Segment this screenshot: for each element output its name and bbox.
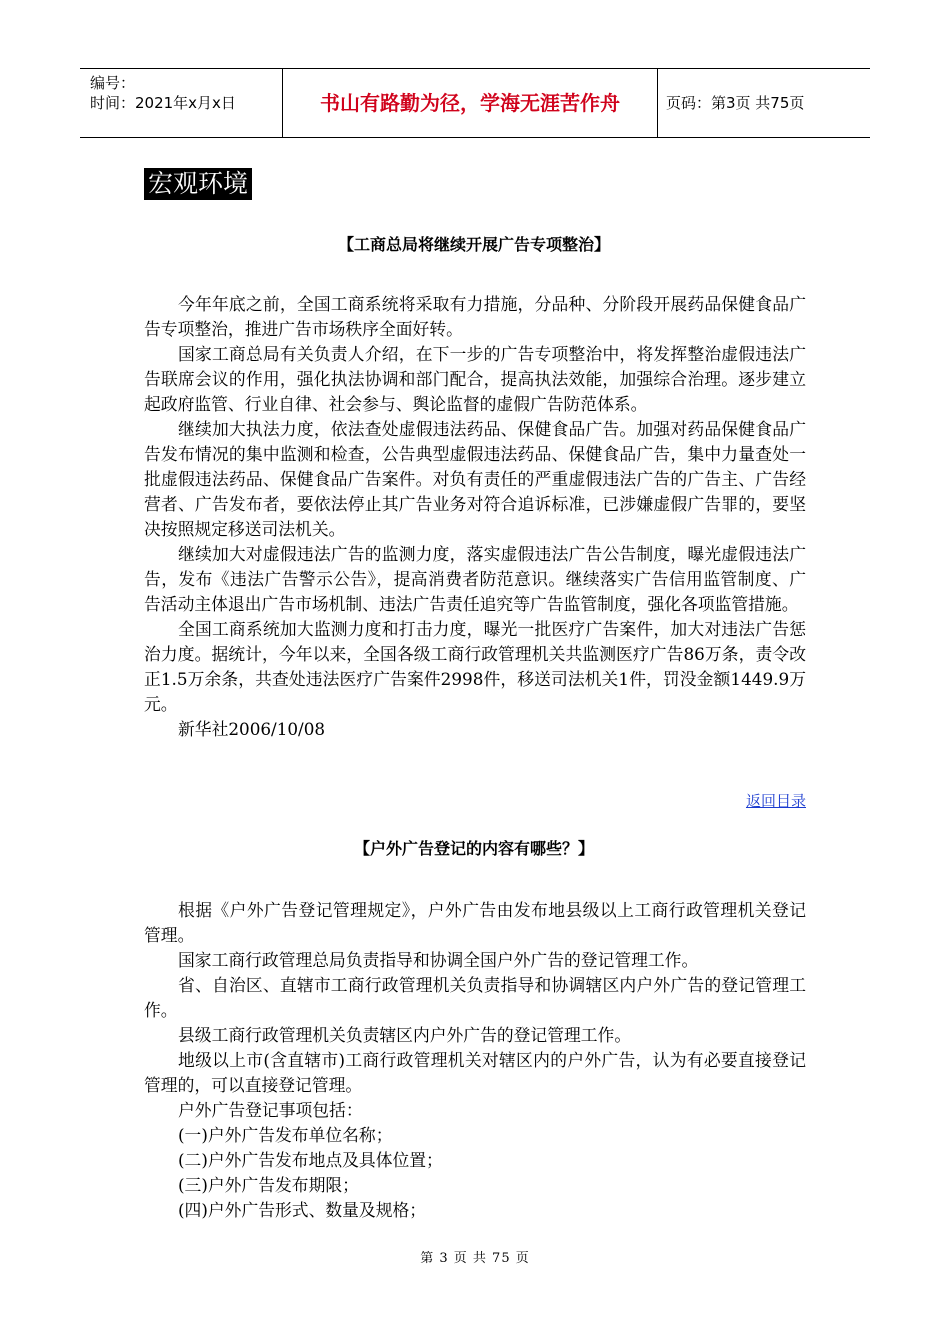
article-body bbox=[144, 898, 806, 1223]
article-source: 新华社2006/10/08 bbox=[178, 719, 326, 739]
back-to-contents-link[interactable]: 返回目录 bbox=[745, 792, 806, 810]
document-number-label: 编号： bbox=[90, 74, 136, 92]
paragraph: 国家工商总局有关负责人介绍，在下一步的广告专项整治中，将发挥整治虚假违法广告联席会议的作用，强化执法协调和部门配合，提高执法效能，加强综合治理。逐步建立起政府监管、行业自律、社会参与、舆论监督的虚假广告防范体系。 bbox=[144, 344, 806, 414]
list-item: (一)户外广告发布单位名称； bbox=[178, 1125, 393, 1145]
header-motto: 书山有路勤为径，学海无涯苦作舟 bbox=[320, 91, 620, 115]
paragraph: 地级以上市(含直辖市)工商行政管理机关对辖区内的户外广告，认为有必要直接登记管理的，可以直接登记管理。 bbox=[144, 1050, 806, 1095]
list-item: (二)户外广告发布地点及具体位置； bbox=[178, 1150, 443, 1170]
article-title: 【工商总局将继续开展广告专项整治】 bbox=[337, 235, 610, 254]
header-divider bbox=[657, 69, 658, 137]
list-item: (四)户外广告形式、数量及规格； bbox=[178, 1200, 427, 1220]
paragraph: 国家工商行政管理总局负责指导和协调全国户外广告的登记管理工作。 bbox=[178, 950, 699, 970]
article-title: 【户外广告登记的内容有哪些？】 bbox=[353, 839, 594, 858]
paragraph: 继续加大执法力度，依法查处虚假违法药品、保健食品广告。加强对药品保健食品广告发布情况的集中监测和检查，公告典型虚假违法药品、保健食品广告，集中力量查处一批虚假违法药品、保健食品广告案件。对负有责任的严重虚假违法广告的广告主、广告经营者、广告发布者，要依法停止其广告业务对符合追诉标准，已涉嫌虚假广告罪的，要坚决按照规定移送司法机关。 bbox=[144, 419, 806, 539]
paragraph: 根据《户外广告登记管理规定》，户外广告由发布地县级以上工商行政管理机关登记管理。 bbox=[144, 900, 806, 945]
paragraph: 今年年底之前，全国工商系统将采取有力措施，分品种、分阶段开展药品保健食品广告专项整治，推进广告市场秩序全面好转。 bbox=[144, 294, 806, 339]
page-header bbox=[80, 68, 870, 138]
paragraph: 省、自治区、直辖市工商行政管理机关负责指导和协调辖区内户外广告的登记管理工作。 bbox=[144, 975, 806, 1020]
article-body bbox=[144, 292, 806, 742]
paragraph: 县级工商行政管理机关负责辖区内户外广告的登记管理工作。 bbox=[178, 1025, 632, 1045]
section-heading: 宏观环境 bbox=[144, 168, 252, 200]
paragraph: 继续加大对虚假违法广告的监测力度，落实虚假违法广告公告制度，曝光虚假违法广告，发布《违法广告警示公告》，提高消费者防范意识。继续落实广告信用监管制度、广告活动主体退出广告市场机制、违法广告责任追究等广告监管制度，强化各项监管措施。 bbox=[144, 544, 806, 614]
document-time-label: 时间：2021年x月x日 bbox=[90, 94, 236, 112]
page-footer: 第 3 页 共 75 页 bbox=[420, 1251, 530, 1266]
header-page-info: 页码：第3页 共75页 bbox=[666, 94, 805, 112]
paragraph: 全国工商系统加大监测力度和打击力度，曝光一批医疗广告案件，加大对违法广告惩治力度。据统计，今年以来，全国各级工商行政管理机关共监测医疗广告86万条，责令改正1.5万余条，共查处违法医疗广告案件2998件，移送司法机关1件，罚没金额1449.9万元。 bbox=[144, 619, 806, 714]
header-meta bbox=[90, 73, 280, 113]
list-item: (三)户外广告发布期限； bbox=[178, 1175, 359, 1195]
paragraph: 户外广告登记事项包括： bbox=[178, 1100, 363, 1120]
